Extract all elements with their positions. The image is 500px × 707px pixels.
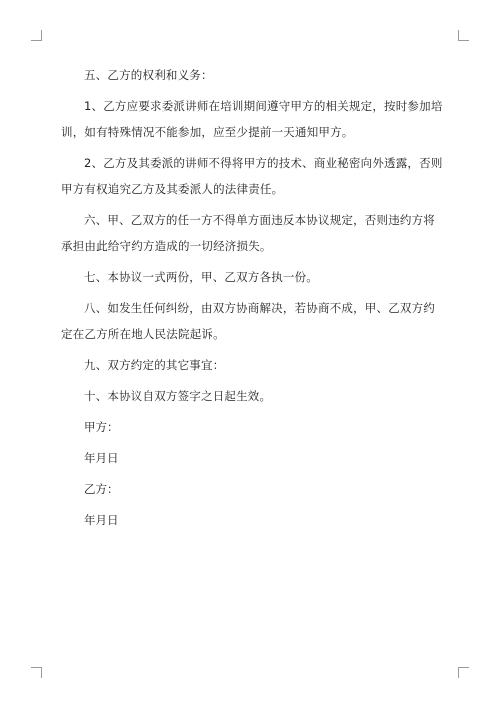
clause-five-item-1: 1、乙方应要求委派讲师在培训期间遵守甲方的相关规定，按时参加培训，如有特殊情况不能参加，应至少提前一天通知甲方。 [61, 99, 443, 139]
clause-nine: 九、双方约定的其它事宜： [84, 358, 225, 372]
party-b-label: 乙方： [84, 482, 119, 496]
crop-mark-top-left [31, 30, 42, 41]
clause-ten: 十、本协议自双方签字之日起生效。 [84, 389, 272, 403]
clause-eight: 八、如发生任何纠纷，由双方协商解决，若协商不成，甲、乙双方约定在乙方所在地人民法院起诉。 [61, 301, 435, 341]
party-a-label: 甲方： [84, 420, 119, 434]
party-b-date: 年月日 [84, 513, 119, 527]
section-five-heading: 五、乙方的权利和义务： [84, 68, 213, 82]
crop-mark-top-right [458, 30, 469, 41]
clause-six: 六、甲、乙双方的任一方不得单方面违反本协议规定，否则违约方将承担由此给守约方造成的一切经济损失。 [61, 213, 435, 253]
clause-five-item-2: 2、乙方及其委派的讲师不得将甲方的技术、商业秘密向外透露，否则甲方有权追究乙方及其委派人的法律责任。 [61, 156, 443, 196]
document-body [61, 62, 443, 538]
crop-mark-bottom-right [458, 667, 469, 678]
crop-mark-bottom-left [31, 667, 42, 678]
party-a-date: 年月日 [84, 451, 119, 465]
clause-seven: 七、本协议一式两份，甲、乙双方各执一份。 [84, 270, 318, 284]
